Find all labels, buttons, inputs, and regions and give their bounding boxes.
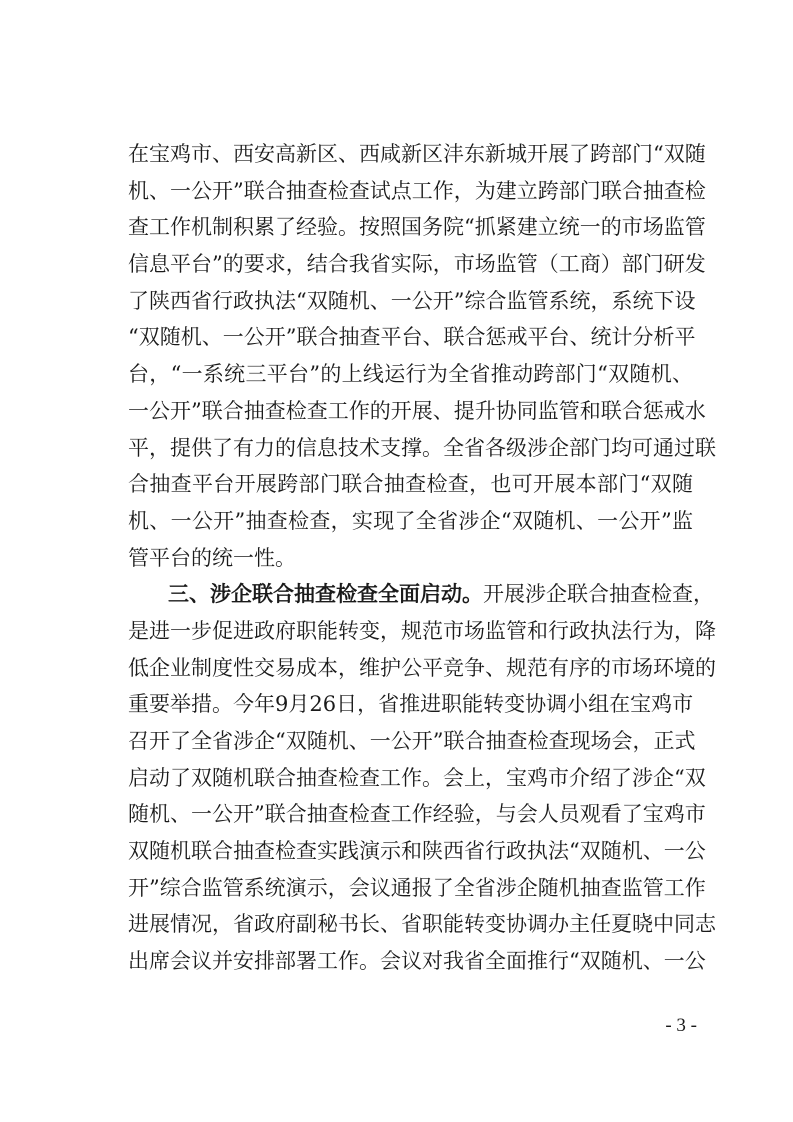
- paragraph-line: 管平台的统一性。: [128, 545, 296, 570]
- paragraph-line: 合抽查平台开展跨部门联合抽查检查，也可开展本部门“双随: [128, 472, 693, 497]
- paragraph-line: 平，提供了有力的信息技术支撑。全省各级涉企部门均可通过联: [128, 435, 716, 460]
- paragraph-line: 进展情况，省政府副秘书长、省职能转变协调办主任夏晓中同志: [128, 912, 716, 937]
- paragraph-line: 随机、一公开”联合抽查检查工作经验，与会人员观看了宝鸡市: [128, 802, 706, 827]
- paragraph-line: 机、一公开”抽查检查，实现了全省涉企“双随机、一公开”监: [128, 508, 693, 533]
- paragraph-line: 双随机联合抽查检查实践演示和陕西省行政执法“双随机、一公: [128, 839, 706, 864]
- section-line-start: 开展涉企联合抽查检查，: [483, 582, 714, 607]
- paragraph-line: 信息平台”的要求，结合我省实际，市场监管（工商）部门研发: [128, 252, 706, 277]
- paragraph-line: 了陕西省行政执法“双随机、一公开”综合监管系统，系统下设: [128, 288, 696, 313]
- paragraph-line: 开”综合监管系统演示，会议通报了全省涉企随机抽查监管工作: [128, 875, 706, 900]
- paragraph-line: 一公开”联合抽查检查工作的开展、提升协同监管和联合惩戒水: [128, 398, 706, 423]
- paragraph-line: 查工作机制积累了经验。按照国务院“抓紧建立统一的市场监管: [128, 215, 706, 240]
- paragraph-line: 重要举措。今年9月26日，省推进职能转变协调小组在宝鸡市: [128, 692, 694, 717]
- paragraph-line: 出席会议并安排部署工作。会议对我省全面推行“双随机、一公: [128, 949, 706, 974]
- section-first-line: [128, 576, 714, 613]
- page-number: - 3 -: [665, 1015, 697, 1036]
- paragraph-line: 在宝鸡市、西安高新区、西咸新区沣东新城开展了跨部门“双随: [128, 142, 706, 166]
- paragraph-line: 启动了双随机联合抽查检查工作。会上，宝鸡市介绍了涉企“双: [128, 765, 706, 790]
- paragraph-line: 低企业制度性交易成本，维护公平竞争、规范有序的市场环境的: [128, 655, 716, 680]
- paragraph-line: 台，“一系统三平台”的上线运行为全省推动跨部门“双随机、: [128, 362, 693, 387]
- paragraph-line: 机、一公开”联合抽查检查试点工作，为建立跨部门联合抽查检: [128, 178, 706, 203]
- paragraph-line: 是进一步促进政府职能转变，规范市场监管和行政执法行为，降: [128, 618, 716, 643]
- body-text: [128, 136, 716, 980]
- section-heading: 三、涉企联合抽查检查全面启动。: [168, 581, 483, 607]
- paragraph-line: “双随机、一公开”联合抽查平台、联合惩戒平台、统计分析平: [128, 325, 696, 350]
- paragraph-line: 召开了全省涉企“双随机、一公开”联合抽查检查现场会，正式: [128, 729, 696, 753]
